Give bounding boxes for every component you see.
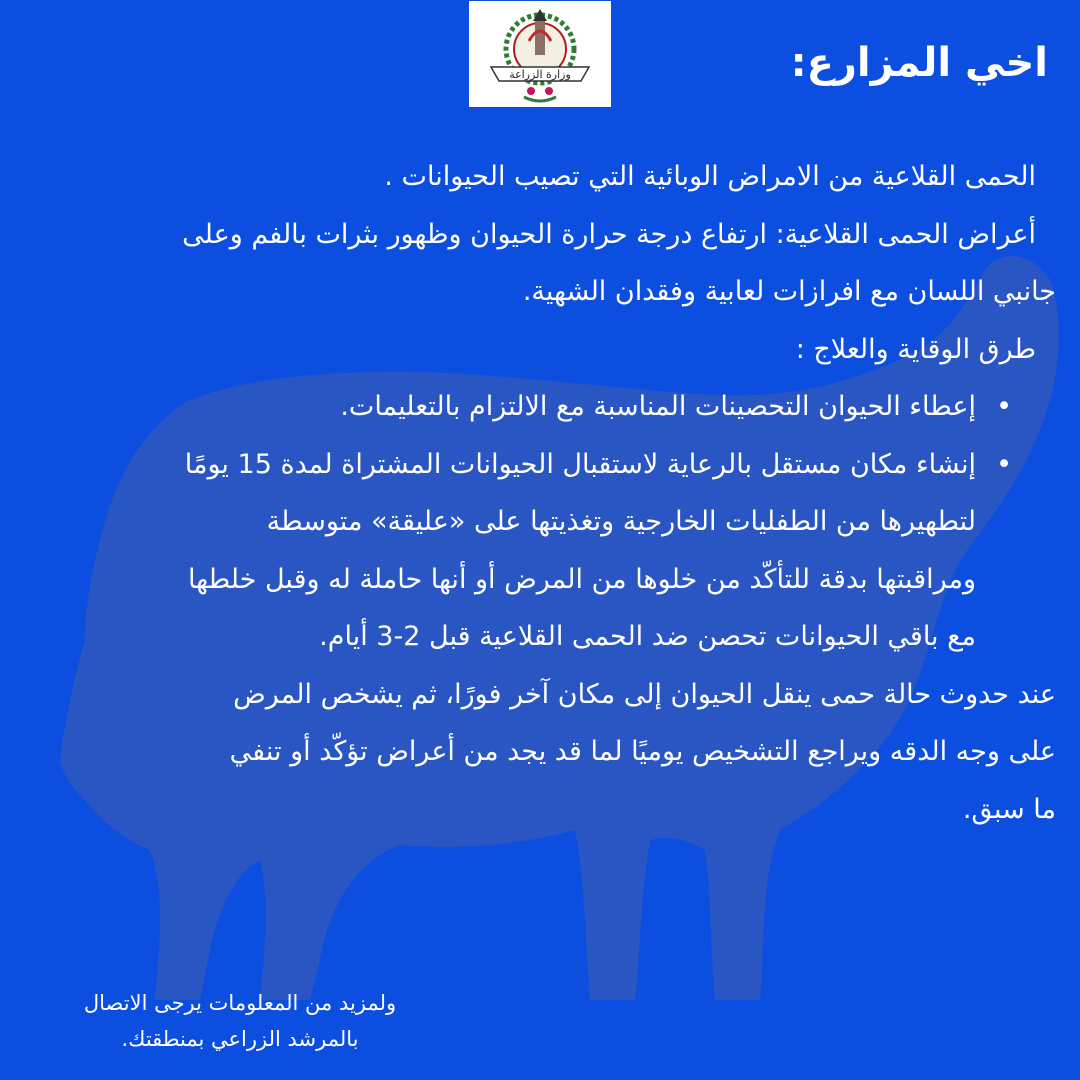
list-item [40,378,1056,436]
bullet-2-line-1: إنشاء مكان مستقل بالرعاية لاستقبال الحيوانات المشتراة لمدة 15 يومًا [184,448,976,480]
bullet-icon: • [996,391,1012,422]
outbreak-line-2: على وجه الدقه ويراجع التشخيص يوميًا لما قد يجد من أعراض تؤكّد أو تنفي [229,736,1056,767]
prevention-list [40,378,1056,666]
prevention-heading: طرق الوقاية والعلاج : [795,333,1036,365]
symptoms-line-2: جانبي اللسان مع افرازات لعابية وفقدان الشهية. [522,276,1056,307]
bullet-icon: • [996,448,1012,480]
bullet-2-line-4: مع باقي الحيوانات تحصن ضد الحمى القلاعية قبل 2-3 أيام. [319,621,976,652]
page-title: اخي المزارع: [790,40,1048,86]
outbreak-line-1: عند حدوث حالة حمى ينقل الحيوان إلى مكان آخر فورًا، ثم يشخص المرض [233,678,1056,710]
bullet-1-line-1: إعطاء الحيوان التحصينات المناسبة مع الالتزام بالتعليمات. [340,391,976,422]
outbreak-line-3: ما سبق. [962,793,1056,825]
footer-note [40,985,440,1057]
footer-line-2: بالمرشد الزراعي بمنطقتك. [121,1027,359,1051]
intro-text: الحمى القلاعية من الامراض الوبائية التي تصيب الحيوانات . [384,161,1036,192]
logo-caption: وزارة الزراعة [509,68,571,81]
footer-line-1: ولمزيد من المعلومات يرجى الاتصال [83,991,397,1015]
ministry-logo [469,1,611,107]
list-item [40,436,1056,666]
bullet-2-line-2: لتطهيرها من الطفليات الخارجية وتغذيتها على «عليقة» متوسطة [266,506,976,537]
ministry-emblem-icon [469,1,611,107]
symptoms-line-1: أعراض الحمى القلاعية: ارتفاع درجة حرارة الحيوان وظهور بثرات بالفم وعلى [182,218,1036,250]
main-content [40,148,1056,838]
bullet-2-line-3: ومراقبتها بدقة للتأكّد من خلوها من المرض أو أنها حاملة له وقبل خلطها [187,563,976,595]
